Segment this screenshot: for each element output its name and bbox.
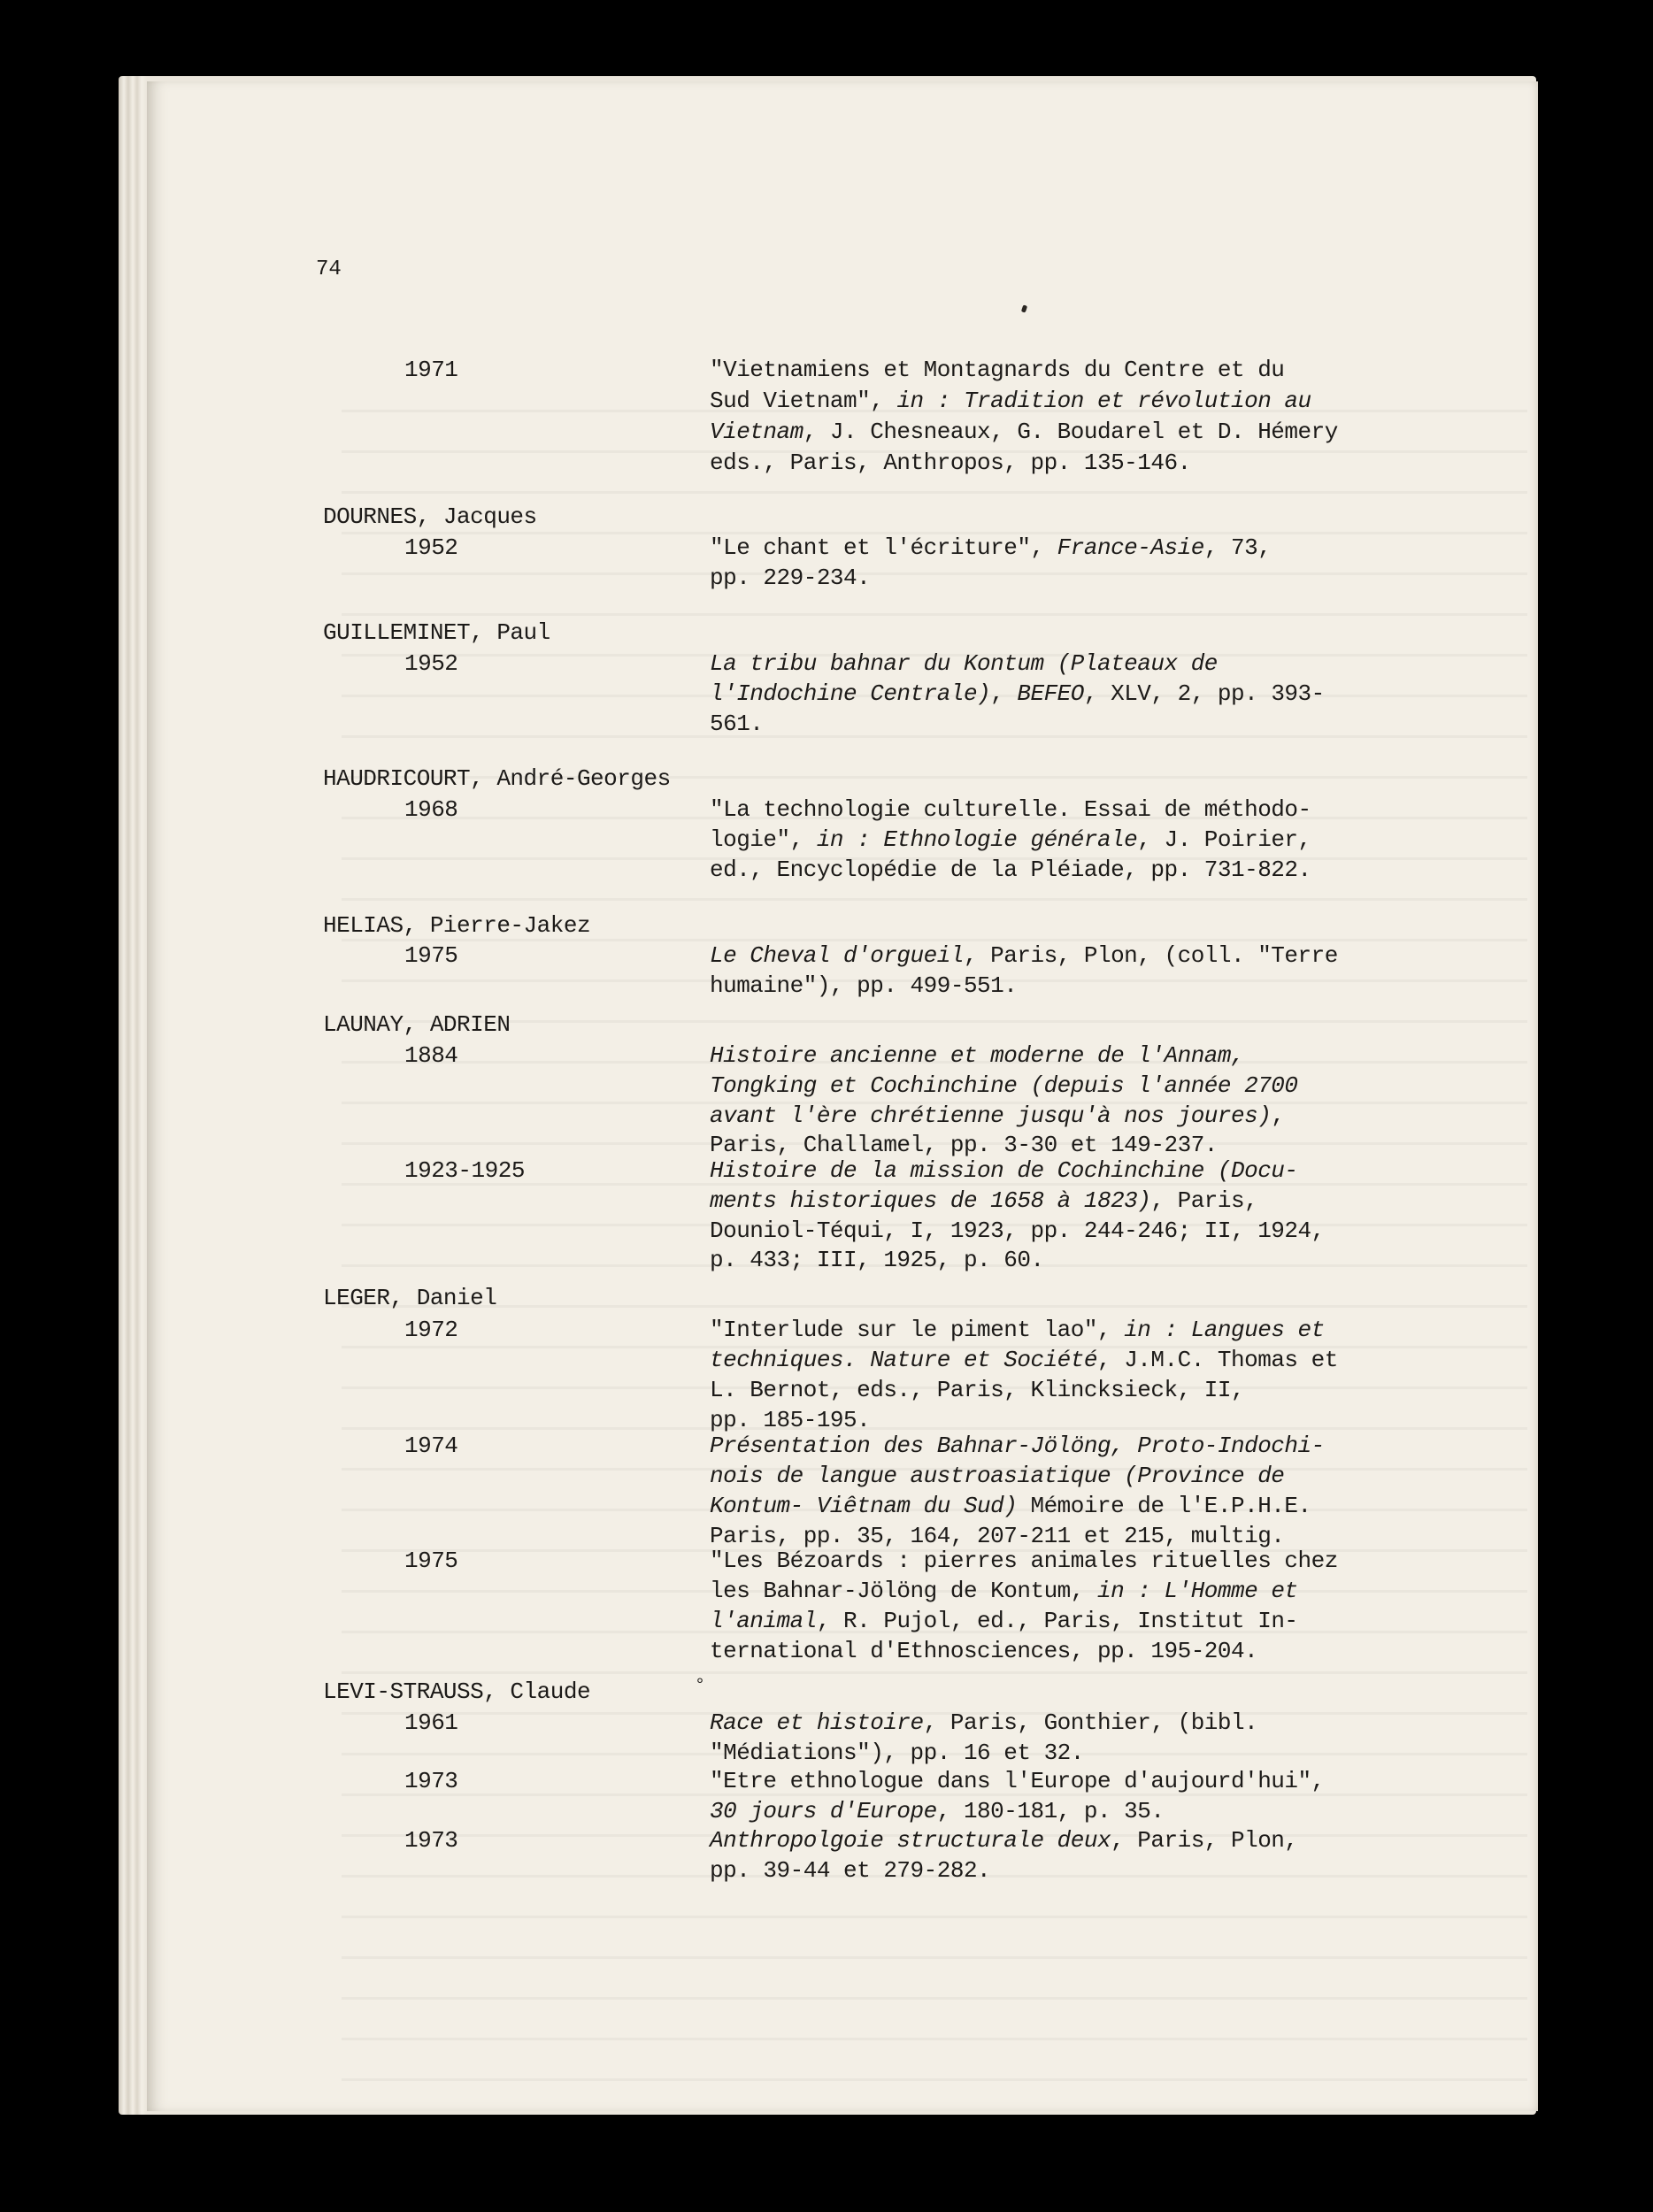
reference-line: l'animal, R. Pujol, ed., Paris, Institut In- [710,1608,1298,1634]
entry-year: 1975 [404,1548,458,1574]
entry-year: 1923-1925 [404,1157,525,1184]
reference-line: Paris, Challamel, pp. 3-30 et 149-237. [710,1132,1218,1158]
reference-line: 561. [710,710,764,737]
reference-line: ments historiques de 1658 à 1823), Paris, [710,1187,1258,1214]
reference-line: l'Indochine Centrale), BEFEO, XLV, 2, pp. 393- [710,680,1325,707]
entry-year: 1952 [404,650,458,677]
author-name: HELIAS, Pierre-Jakez [323,912,591,939]
entry-year: 1952 [404,534,458,561]
reference-line: les Bahnar-Jölöng de Kontum, in : L'Homme et [710,1578,1298,1604]
entry-year: 1973 [404,1827,458,1854]
reference-line: p. 433; III, 1925, p. 60. [710,1247,1044,1273]
author-name: GUILLEMINET, Paul [323,619,550,646]
author-name: LAUNAY, ADRIEN [323,1011,511,1038]
entry-year: 1968 [404,796,458,823]
reference-line: Présentation des Bahnar-Jölöng, Proto-Indochi- [710,1432,1325,1459]
entry-year: 1973 [404,1768,458,1794]
reference-line: nois de langue austroasiatique (Province de [710,1463,1285,1489]
reference-line: Tongking et Cochinchine (depuis l'année 2700 [710,1072,1298,1099]
reference-line: "La technologie culturelle. Essai de méthodo- [710,796,1311,823]
author-name: DOURNES, Jacques [323,503,537,530]
reference-line: Histoire ancienne et moderne de l'Annam, [710,1042,1245,1069]
reference-line: Paris, pp. 35, 164, 207-211 et 215, multig. [710,1523,1285,1549]
reference-line: Vietnam, J. Chesneaux, G. Boudarel et D. Hémery [710,419,1338,445]
reference-line: Race et histoire, Paris, Gonthier, (bibl. [710,1709,1258,1736]
reference-line: Sud Vietnam", in : Tradition et révolution au [710,388,1311,414]
reference-line: humaine"), pp. 499-551. [710,972,1018,999]
reference-line: "Les Bézoards : pierres animales rituelles chez [710,1548,1338,1574]
reference-line: "Médiations"), pp. 16 et 32. [710,1740,1084,1766]
reference-line: Histoire de la mission de Cochinchine (Docu- [710,1157,1298,1184]
reference-line: pp. 39-44 et 279-282. [710,1857,991,1884]
reference-line: Kontum- Viêtnam du Sud) Mémoire de l'E.P.H.E. [710,1493,1311,1519]
degree-mark: ° [695,1676,705,1696]
entry-year: 1972 [404,1317,458,1343]
reference-line: "Le chant et l'écriture", France-Asie, 73, [710,534,1272,561]
entry-year: 1975 [404,942,458,969]
reference-line: logie", in : Ethnologie générale, J. Poirier, [710,826,1311,853]
author-name: HAUDRICOURT, André-Georges [323,765,671,792]
reference-line: eds., Paris, Anthropos, pp. 135-146. [710,449,1191,476]
entry-year: 1971 [404,357,458,383]
reference-line: 30 jours d'Europe, 180-181, p. 35. [710,1798,1165,1824]
entry-year: 1974 [404,1432,458,1459]
reference-line: La tribu bahnar du Kontum (Plateaux de [710,650,1218,677]
reference-line: avant l'ère chrétienne jusqu'à nos joures), [710,1102,1285,1129]
reference-line: "Interlude sur le piment lao", in : Langues et [710,1317,1325,1343]
ink-speck [1021,304,1027,312]
reference-line: "Etre ethnologue dans l'Europe d'aujourd'hui", [710,1768,1325,1794]
reference-line: ternational d'Ethnosciences, pp. 195-204. [710,1638,1258,1664]
reference-line: "Vietnamiens et Montagnards du Centre et du [710,357,1285,383]
reference-line: Anthropolgoie structurale deux, Paris, Plon, [710,1827,1298,1854]
reference-line: L. Bernot, eds., Paris, Klincksieck, II, [710,1377,1245,1403]
entry-year: 1961 [404,1709,458,1736]
page-number: 74 [316,257,342,281]
reference-line: techniques. Nature et Société, J.M.C. Thomas et [710,1347,1338,1373]
author-name: LEVI-STRAUSS, Claude [323,1678,591,1705]
reference-line: pp. 185-195. [710,1407,871,1433]
reference-line: pp. 229-234. [710,565,871,591]
entry-year: 1884 [404,1042,458,1069]
author-name: LEGER, Daniel [323,1285,497,1311]
reference-line: ed., Encyclopédie de la Pléiade, pp. 731-822. [710,856,1311,883]
reference-line: Le Cheval d'orgueil, Paris, Plon, (coll. "Terre [710,942,1338,969]
reference-line: Douniol-Téqui, I, 1923, pp. 244-246; II, 1924, [710,1217,1325,1244]
